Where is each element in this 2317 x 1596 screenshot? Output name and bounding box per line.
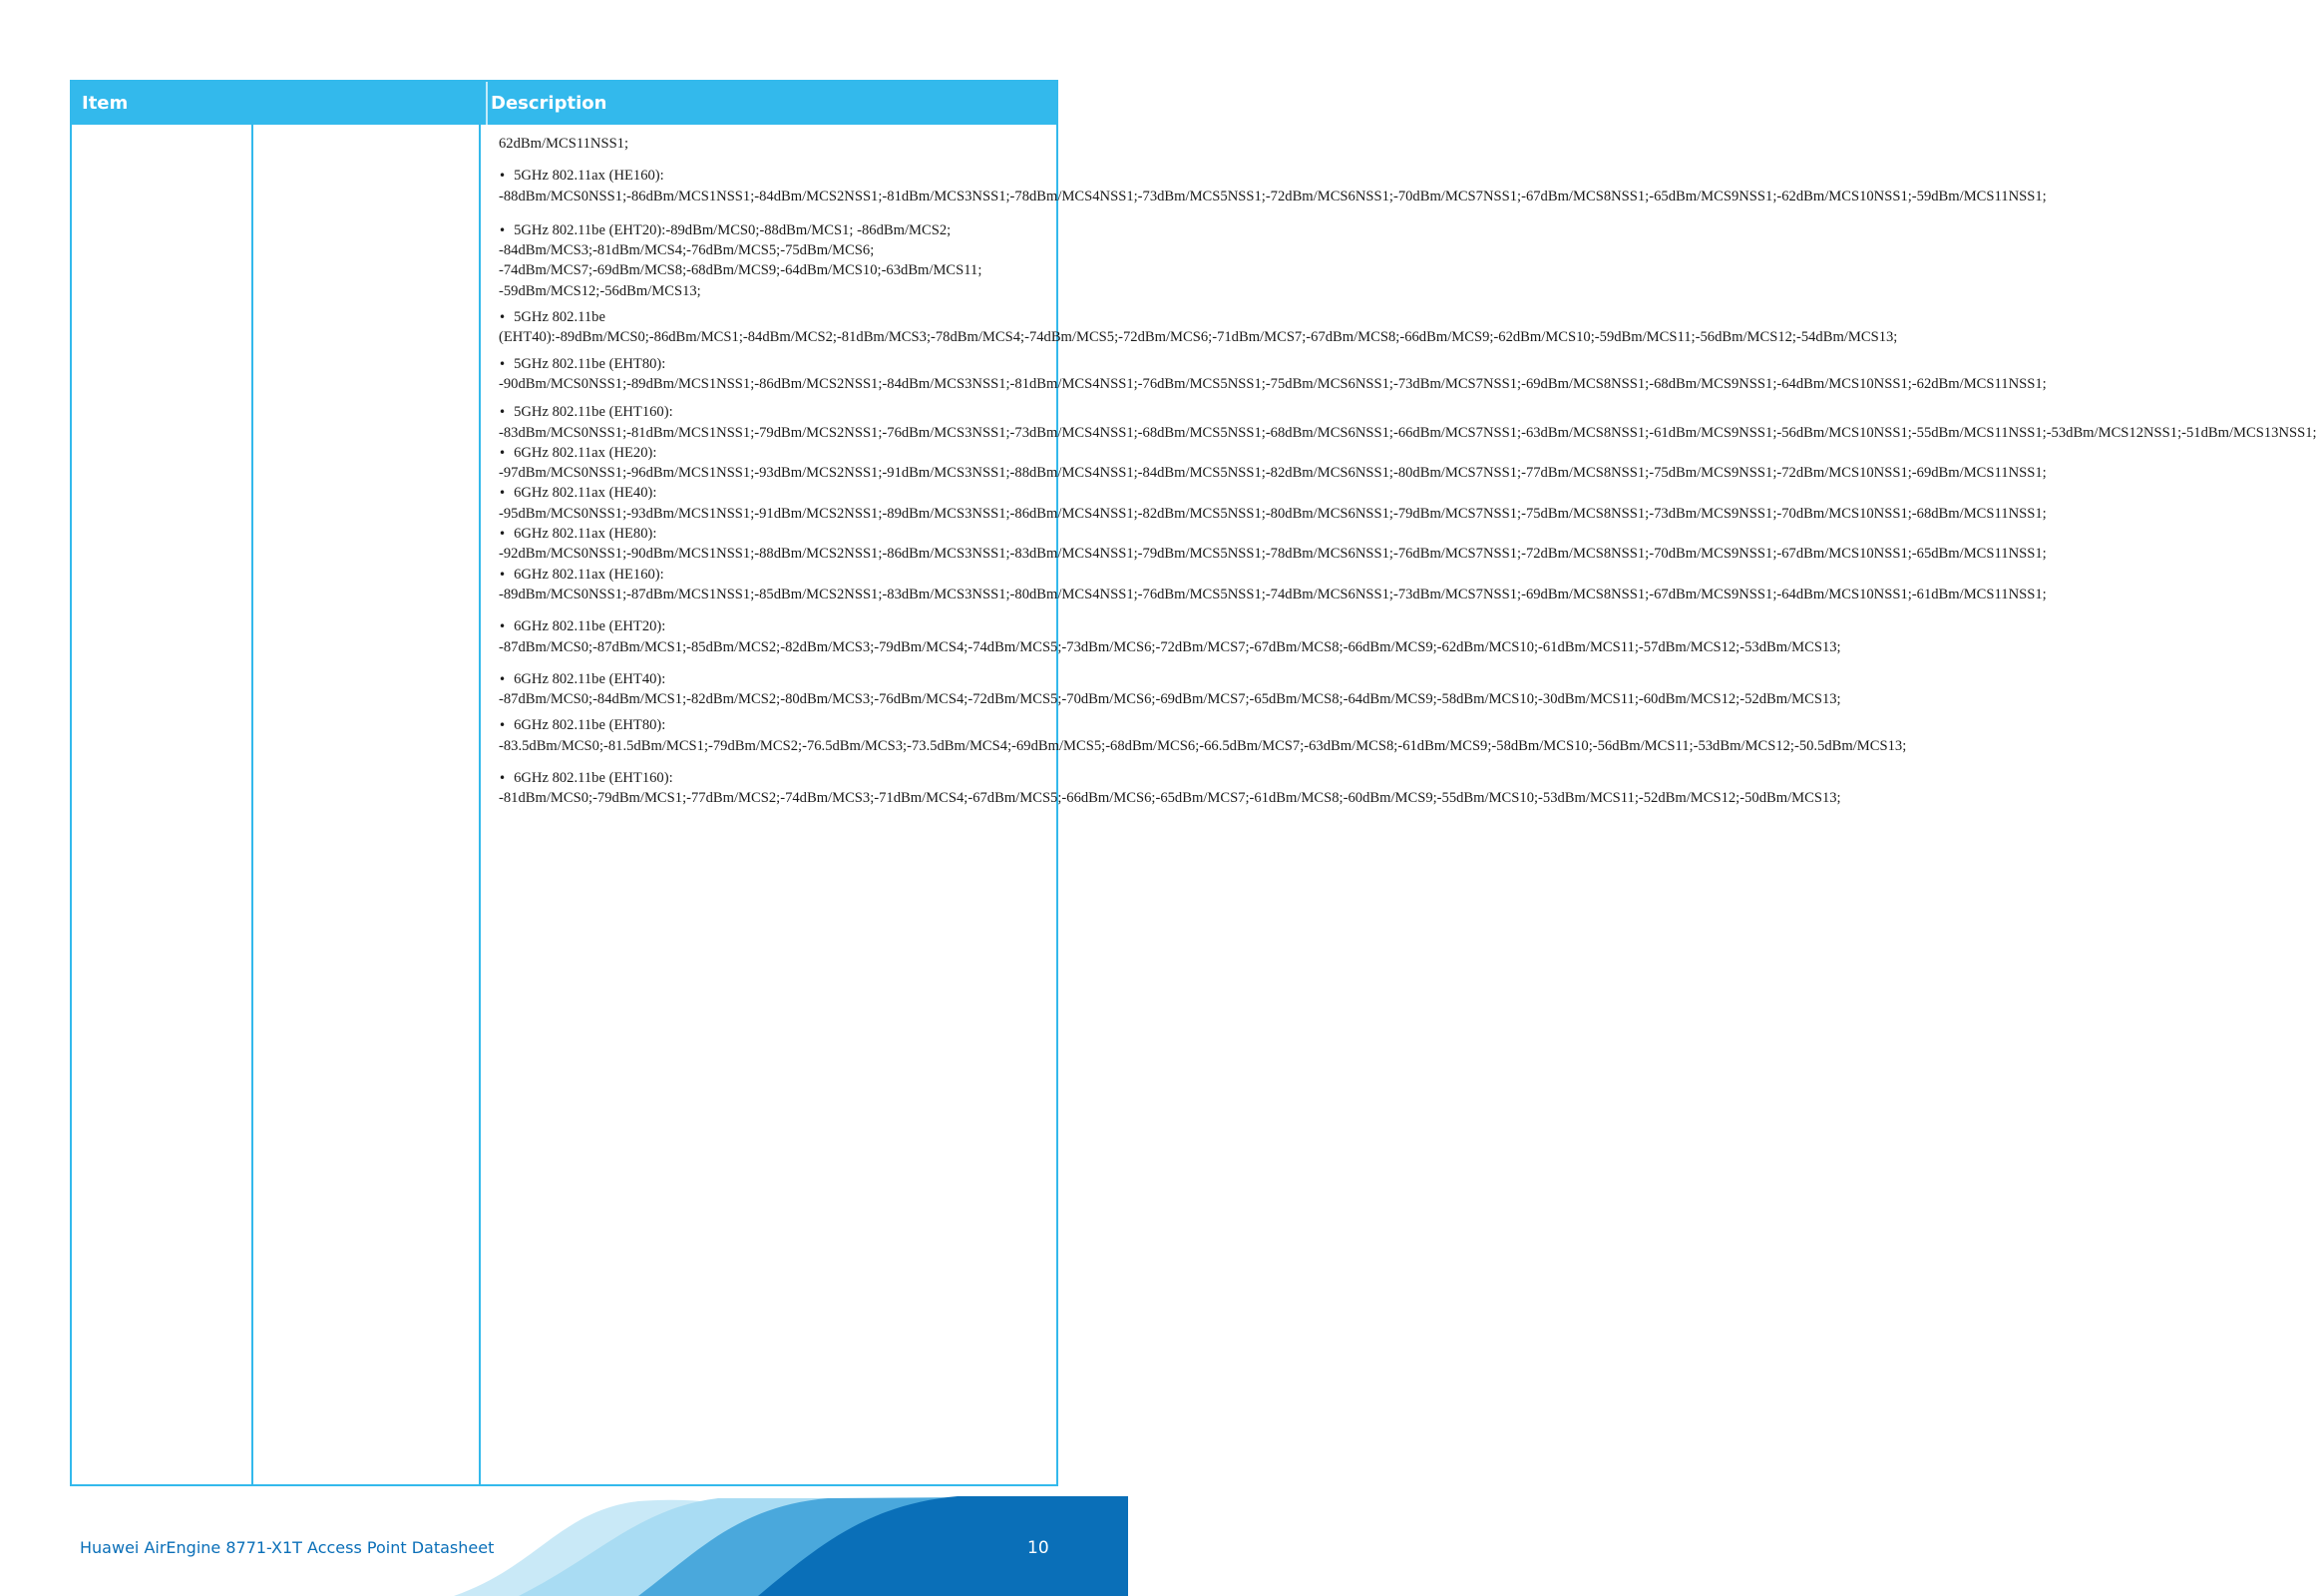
description-paragraph: • 6GHz 802.11be (EHT20): -87dBm/MCS0;-87dBm/MCS1;-85dBm/MCS2;-82dBm/MCS3;-79dBm/MCS4;-74dBm/MCS5;-73dBm/MCS6;-72dBm/MCS7;-67dBm/MCS8;-66dBm/MCS9;-62dBm/MCS10;-61dBm/MCS11;-57dBm/MCS12;-53dBm/MCS13; (499, 616, 1043, 657)
header-description: Description (491, 93, 607, 114)
column-divider-1 (251, 125, 253, 1484)
description-paragraph: • 5GHz 802.11be (EHT160): -83dBm/MCS0NSS1;-81dBm/MCS1NSS1;-79dBm/MCS2NSS1;-76dBm/MCS3NSS1;-73dBm/MCS4NSS1;-68dBm/MCS5NSS1;-68dBm/MCS6NSS1;-66dBm/MCS7NSS1;-63dBm/MCS8NSS1;-61dBm/MCS9NSS1;-56dBm/MCS10NSS1;-55dBm/MCS11NSS1;-53dBm/MCS12NSS1;-51dBm/MCS13NSS1; (499, 402, 1043, 443)
description-paragraph: • 5GHz 802.11be (EHT40):-89dBm/MCS0;-86dBm/MCS1;-84dBm/MCS2;-81dBm/MCS3;-78dBm/MCS4;-74dBm/MCS5;-72dBm/MCS6;-71dBm/MCS7;-67dBm/MCS8;-66dBm/MCS9;-62dBm/MCS10;-59dBm/MCS11;-56dBm/MCS12;-54dBm/MCS13; (499, 307, 1043, 348)
description-paragraph: • 5GHz 802.11be (EHT20):-89dBm/MCS0;-88dBm/MCS1; -86dBm/MCS2; -84dBm/MCS3;-81dBm/MCS4;-76dBm/MCS5;-75dBm/MCS6; -74dBm/MCS7;-69dBm/MCS8;-68dBm/MCS9;-64dBm/MCS10;-63dBm/MCS11; -59dBm/MCS12;-56dBm/MCS13; (499, 220, 1043, 301)
description-paragraph: • 6GHz 802.11be (EHT40): -87dBm/MCS0;-84dBm/MCS1;-82dBm/MCS2;-80dBm/MCS3;-76dBm/MCS4;-72dBm/MCS5;-70dBm/MCS6;-69dBm/MCS7;-65dBm/MCS8;-64dBm/MCS9;-58dBm/MCS10;-30dBm/MCS11;-60dBm/MCS12;-52dBm/MCS13; (499, 669, 1043, 710)
footer-title: Huawei AirEngine 8771-X1T Access Point Datasheet (80, 1538, 495, 1557)
header-divider (486, 82, 488, 125)
description-paragraph: • 6GHz 802.11ax (HE20): -97dBm/MCS0NSS1;-96dBm/MCS1NSS1;-93dBm/MCS2NSS1;-91dBm/MCS3NSS1;-88dBm/MCS4NSS1;-84dBm/MCS5NSS1;-82dBm/MCS6NSS1;-80dBm/MCS7NSS1;-77dBm/MCS8NSS1;-75dBm/MCS9NSS1;-72dBm/MCS10NSS1;-69dBm/MCS11NSS1; (499, 443, 1043, 484)
header-item: Item (82, 93, 129, 114)
description-paragraph: • 6GHz 802.11ax (HE40): -95dBm/MCS0NSS1;-93dBm/MCS1NSS1;-91dBm/MCS2NSS1;-89dBm/MCS3NSS1;-86dBm/MCS4NSS1;-82dBm/MCS5NSS1;-80dBm/MCS6NSS1;-79dBm/MCS7NSS1;-75dBm/MCS8NSS1;-73dBm/MCS9NSS1;-70dBm/MCS10NSS1;-68dBm/MCS11NSS1; (499, 483, 1043, 524)
table-header (72, 82, 1056, 125)
description-paragraph: • 6GHz 802.11be (EHT160): -81dBm/MCS0;-79dBm/MCS1;-77dBm/MCS2;-74dBm/MCS3;-71dBm/MCS4;-67dBm/MCS5;-66dBm/MCS6;-65dBm/MCS7;-61dBm/MCS8;-60dBm/MCS9;-55dBm/MCS10;-53dBm/MCS11;-52dBm/MCS12;-50dBm/MCS13; (499, 768, 1043, 809)
page-number: 10 (1027, 1538, 1049, 1558)
description-paragraph: 62dBm/MCS11NSS1; (499, 136, 629, 152)
column-divider-2 (479, 125, 481, 1484)
description-paragraph: • 6GHz 802.11be (EHT80): -83.5dBm/MCS0;-81.5dBm/MCS1;-79dBm/MCS2;-76.5dBm/MCS3;-73.5dBm/MCS4;-69dBm/MCS5;-68dBm/MCS6;-66.5dBm/MCS7;-63dBm/MCS8;-61dBm/MCS9;-58dBm/MCS10;-56dBm/MCS11;-53dBm/MCS12;-50.5dBm/MCS13; (499, 715, 1043, 756)
description-cell (499, 134, 2317, 809)
spec-table (70, 80, 2317, 1486)
description-paragraph: • 5GHz 802.11be (EHT80): -90dBm/MCS0NSS1;-89dBm/MCS1NSS1;-86dBm/MCS2NSS1;-84dBm/MCS3NSS1;-81dBm/MCS4NSS1;-76dBm/MCS5NSS1;-75dBm/MCS6NSS1;-73dBm/MCS7NSS1;-69dBm/MCS8NSS1;-68dBm/MCS9NSS1;-64dBm/MCS10NSS1;-62dBm/MCS11NSS1; (499, 354, 1043, 395)
description-paragraph: • 5GHz 802.11ax (HE160): -88dBm/MCS0NSS1;-86dBm/MCS1NSS1;-84dBm/MCS2NSS1;-81dBm/MCS3NSS1;-78dBm/MCS4NSS1;-73dBm/MCS5NSS1;-72dBm/MCS6NSS1;-70dBm/MCS7NSS1;-67dBm/MCS8NSS1;-65dBm/MCS9NSS1;-62dBm/MCS10NSS1;-59dBm/MCS11NSS1; (499, 166, 1043, 206)
description-paragraph: • 6GHz 802.11ax (HE160): -89dBm/MCS0NSS1;-87dBm/MCS1NSS1;-85dBm/MCS2NSS1;-83dBm/MCS3NSS1;-80dBm/MCS4NSS1;-76dBm/MCS5NSS1;-74dBm/MCS6NSS1;-73dBm/MCS7NSS1;-69dBm/MCS8NSS1;-67dBm/MCS9NSS1;-64dBm/MCS10NSS1;-61dBm/MCS11NSS1; (499, 565, 1043, 605)
description-paragraph: • 6GHz 802.11ax (HE80): -92dBm/MCS0NSS1;-90dBm/MCS1NSS1;-88dBm/MCS2NSS1;-86dBm/MCS3NSS1;-83dBm/MCS4NSS1;-79dBm/MCS5NSS1;-78dBm/MCS6NSS1;-76dBm/MCS7NSS1;-72dBm/MCS8NSS1;-70dBm/MCS9NSS1;-67dBm/MCS10NSS1;-65dBm/MCS11NSS1; (499, 524, 1043, 565)
